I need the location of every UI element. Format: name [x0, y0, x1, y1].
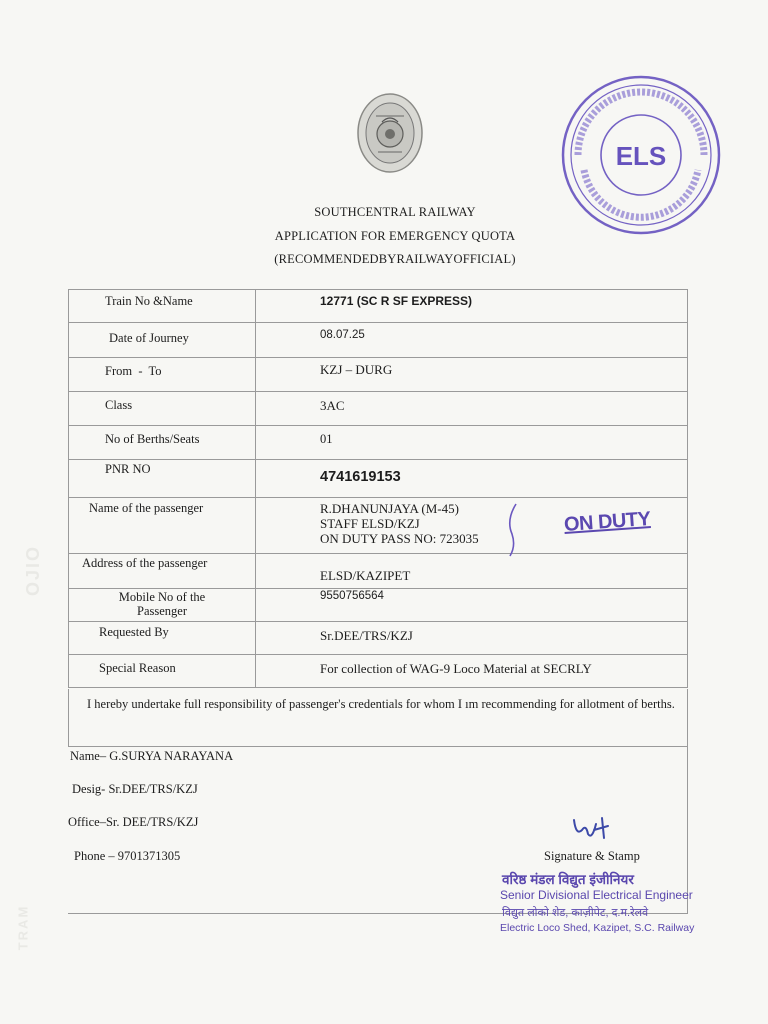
class-label: Class	[105, 398, 133, 412]
stamp-hindi-shed: विद्युत लोको शेड, काज़ीपेट, द.म.रेलवे	[502, 907, 649, 919]
train-label: Train No &Name	[105, 294, 193, 308]
mobile-label-line2: Passenger	[137, 604, 187, 618]
heading-recommended: (RECOMMENDEDBYRAILWAYOFFICIAL)	[274, 252, 516, 266]
fromto-value: KZJ – DURG	[320, 362, 393, 377]
official-designation: Desig- Sr.DEE/TRS/KZJ	[72, 782, 198, 796]
official-name: Name– G.SURYA NARAYANA	[70, 749, 234, 763]
pnr-label: PNR NO	[105, 462, 151, 476]
address-label: Address of the passenger	[82, 556, 208, 570]
class-value: 3AC	[320, 398, 345, 413]
application-form-table	[68, 289, 688, 688]
table-row	[69, 622, 688, 655]
table-row	[69, 290, 688, 323]
berths-label: No of Berths/Seats	[105, 432, 200, 446]
heading-railway: SOUTHCENTRAL RAILWAY	[314, 205, 476, 219]
mobile-value: 9550756564	[320, 590, 384, 602]
undertaking-text: I hereby undertake full responsibility of passenger's credentials for whom I ım recommending for allotment of berths.	[87, 697, 675, 711]
heading-application: APPLICATION FOR EMERGENCY QUOTA	[274, 229, 516, 243]
official-phone: Phone – 9701371305	[74, 849, 181, 863]
table-row	[69, 392, 688, 426]
requested-label: Requested By	[99, 625, 169, 639]
doj-value: 08.07.25	[320, 329, 365, 341]
table-row	[69, 426, 688, 460]
pen-bracket-mark	[502, 500, 522, 560]
official-office: Office–Sr. DEE/TRS/KZJ	[68, 815, 199, 829]
undertaking-box	[68, 689, 688, 747]
requested-value: Sr.DEE/TRS/KZJ	[320, 628, 413, 643]
stamp-english-title: Senior Divisional Electrical Engineer	[500, 888, 693, 902]
show-through-mark: TRAM	[15, 904, 31, 951]
berths-value: 01	[320, 432, 333, 446]
passenger-duty-pass: ON DUTY PASS NO: 723035	[320, 531, 479, 546]
table-row	[69, 655, 688, 688]
table-row	[69, 323, 688, 358]
table-row	[69, 358, 688, 392]
reason-label: Special Reason	[99, 661, 176, 675]
indian-railways-logo	[356, 92, 424, 174]
value-cell	[256, 290, 688, 323]
address-value: ELSD/KAZIPET	[320, 568, 411, 583]
mobile-label-line1: Mobile No of the	[118, 590, 206, 604]
table-row	[69, 554, 688, 589]
table-row	[69, 460, 688, 498]
show-through-mark: OJIO	[23, 544, 44, 597]
svg-text:ELS: ELS	[615, 141, 667, 171]
pnr-value: 4741619153	[320, 469, 401, 485]
fromto-label: From - To	[105, 364, 162, 378]
passenger-staff: STAFF ELSD/KZJ	[320, 516, 420, 531]
stamp-english-shed: Electric Loco Shed, Kazipet, S.C. Railway	[500, 922, 695, 934]
stamp-hindi-title: वरिष्ठ मंडल विद्युत इंजीनियर	[502, 872, 634, 887]
reason-value: For collection of WAG-9 Loco Material at SECRLY	[320, 661, 592, 676]
passenger-name-label: Name of the passenger	[89, 501, 204, 515]
label-cell	[69, 290, 256, 323]
table-row	[69, 589, 688, 622]
handwritten-signature	[568, 810, 618, 846]
on-duty-stamp: ON DUTY	[563, 508, 652, 536]
doj-label: Date of Journey	[109, 331, 189, 345]
signature-stamp-label: Signature & Stamp	[544, 849, 640, 863]
train-value: 12771 (SC R SF EXPRESS)	[320, 294, 473, 308]
passenger-name: R.DHANUNJAYA (M-45)	[320, 501, 459, 516]
